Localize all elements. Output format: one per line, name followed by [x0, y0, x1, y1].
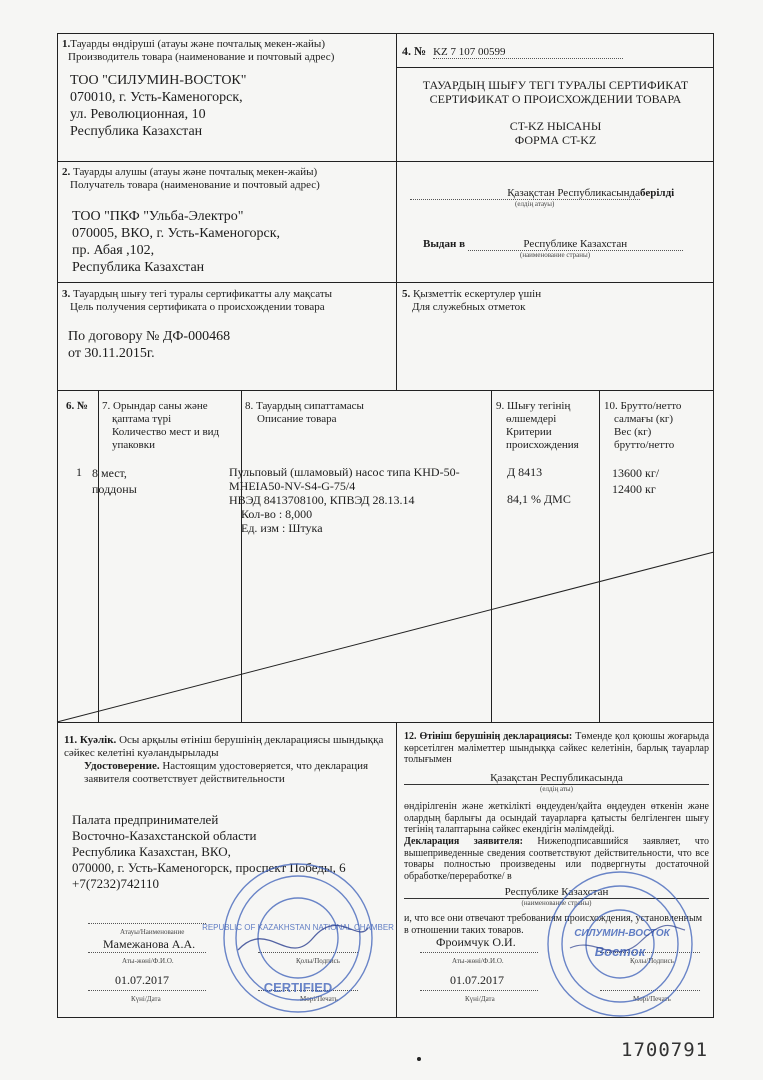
box12-country-kz: Қазақстан Республикасында (елдің аты) [404, 772, 709, 793]
box2-consignee: ТОО "ПКФ "Ульба-Электро" 070005, ВКО, г. Усть-Каменогорск, пр. Абая ,102, Республика Казахстан [72, 209, 281, 275]
row-quantity: 8 мест, поддоны [92, 466, 137, 496]
box11-certification-text: 11. Куәлік. Осы арқылы өтініш берушінің декларациясы шындыққа сәйкес келетіні куәландырылады Удостоверение. Настоящим удостоверяется, что декларация заявителя соответствует действительности [64, 734, 384, 785]
box12-sign-hint: Қолы/Подпись [630, 957, 674, 965]
row-weight: 13600 кг/ 12400 кг [612, 466, 660, 496]
box11-signer: Мамежанова А.А. [103, 937, 196, 951]
row-criteria: Д 8413 84,1 % ДМС [507, 465, 571, 506]
divider-horizontal [57, 390, 714, 391]
box12-date-hint: Күні/Дата [465, 995, 495, 1003]
box11-organization: Палата предпринимателей Восточно-Казахстанской области Республика Казахстан, ВКО, 070000, г. Усть-Каменогорск, проспект Победы, 6 +7(7232)742110 [72, 812, 346, 891]
chamber-stamp-word: CERTIFIED [263, 980, 333, 995]
box11-seal-hint: Мөрі/Печать [300, 995, 338, 1003]
box12-country-ru: Республике Казахстан (наименование страны) [404, 886, 709, 907]
box11-date-line [88, 990, 206, 991]
box11-name-hint: Атауы/Наименование [120, 928, 185, 936]
box4-number: 4. № KZ 7 107 00599 [402, 44, 623, 59]
serial-number: 1700791 [621, 1039, 709, 1061]
row-description: Пульповый (шламовый) насос типа KHD-50- MHEIA50-NV-S4-G-75/4 НВЭД 8413708100, КПВЭД 28.13.14 Кол-во : 8,000 Ед. изм : Штука [229, 465, 460, 535]
cancel-z-line [57, 548, 714, 724]
box3-purpose: По договору № ДФ-000468 от 30.11.2015г. [68, 329, 231, 361]
box12-fio-hint: Аты-жөні/Ф.И.О. [452, 957, 504, 965]
certificate-title: ТАУАРДЫҢ ШЫҒУ ТЕГІ ТУРАЛЫ СЕРТИФИКАТ СЕРТИФИКАТ О ПРОИСХОЖДЕНИИ ТОВАРА CT-KZ НЫСАНЫ ФОРМА CT-KZ [422, 78, 689, 147]
box1-manufacturer: ТОО "СИЛУМИН-ВОСТОК" 070010, г. Усть-Каменогорск, ул. Революционная, 10 Республика Казахстан [70, 73, 247, 139]
issued-country-ru: Выдан в Республике Казахстан (наименование страны) [423, 238, 713, 259]
box12-declaration-kz: 12. Өтініш берушінің декларациясы: Төменде қол қоюшы жоғарыда көрсетілген мәліметтер шындыққа сәйкес келетінін, барлық тауарлар толығымен [404, 731, 710, 765]
chamber-stamp [202, 858, 394, 1018]
box11-sign-hint: Қолы/Подпись [296, 957, 340, 965]
box12-signer: Фроимчук О.И. [436, 935, 516, 949]
col10-header: 10. Брутто/нетто салмағы (кг) Вес (кг) брутто/нетто [604, 400, 682, 451]
box11-date-hint: Күні/Дата [131, 995, 161, 1003]
box12-declaration-ru: Декларация заявителя: Нижеподписавшийся заявляет, что вышеприведенные сведения соответствуют действительности, что все товары полностью произведены или подвергнуты достаточной обработке/переработке/ в [404, 836, 709, 882]
company-stamp-text: СИЛУМИН-ВОСТОК [574, 928, 670, 939]
col8-header: 8. Тауардың сипаттамасы Описание товара [245, 400, 364, 425]
company-stamp-word: Восток [594, 944, 646, 959]
box11-fio-line [88, 952, 206, 953]
box11-fio-hint: Аты-жөні/Ф.И.О. [122, 957, 174, 965]
dot-mark [417, 1057, 421, 1061]
box12-declaration-ru-cont: и, что все они отвечают требованиям происхождения, установленным в отношении таких товаров. [404, 913, 703, 936]
col6-header: 6. № [66, 400, 89, 412]
box5-label: 5. Қызметтік ескертулер үшін Для служебных отметок [402, 288, 542, 313]
box12-declaration-kz-cont: өндірілгенін және жеткілікті өңдеуден/қайта өңдеуден өткенін және олардың барлығы да осындай тауарларға қатысты белгіленген шығу тегінің талаптарына сәйкес екендігін мәлімдейді. [404, 801, 709, 835]
box11-date: 01.07.2017 [115, 973, 169, 987]
box11-name-line [88, 923, 206, 924]
col7-header: 7. Орындар саны және қаптама түрі Количество мест и вид упаковки [102, 400, 220, 451]
divider-horizontal [396, 67, 714, 68]
chamber-stamp-text: REPUBLIC OF KAZAKHSTAN NATIONAL CHAMBER [202, 923, 394, 932]
box2-label: 2. Тауарды алушы (атауы және почталық мекен-жайы) Получатель товара (наименование и почтовый адрес) [62, 166, 320, 191]
box12-fio-line [420, 952, 538, 953]
box3-label: 3. Тауардың шығу тегі туралы сертификатты алу мақсаты Цель получения сертификата о происхождении товара [62, 288, 333, 313]
divider-horizontal [57, 161, 714, 162]
box12-date: 01.07.2017 [450, 973, 504, 987]
company-stamp [540, 866, 700, 1021]
row-number: 1 [76, 465, 82, 479]
box12-seal-hint: Мөрі/Печать [633, 995, 671, 1003]
col9-header: 9. Шығу тегінің өлшемдері Критерии происхождения [496, 400, 579, 451]
divider-vertical [396, 723, 397, 1018]
divider-horizontal [57, 282, 714, 283]
box1-label: 1.Тауарды өндіруші (атауы және почталық мекен-жайы) Производитель товара (наименование и почтовый адрес) [62, 38, 335, 63]
box12-date-line [420, 990, 538, 991]
issued-country-kz: Қазақстан Республикасындаберілді (елдің атауы) [410, 187, 705, 208]
